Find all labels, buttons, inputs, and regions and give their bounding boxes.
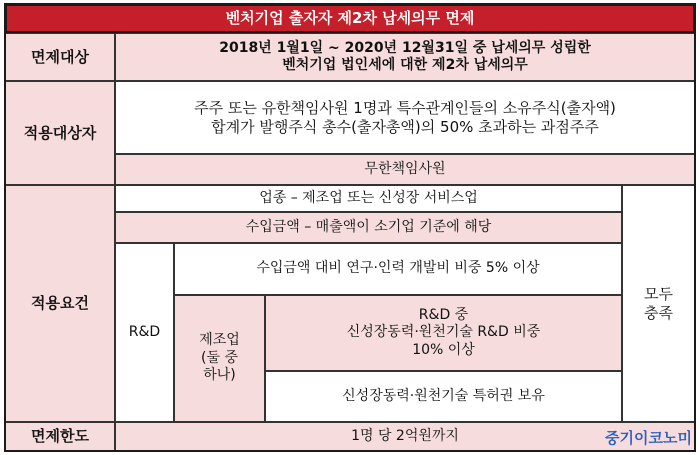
text-line: 주주 또는 유한책임사원 1명과 특수관계인들의 소유주식(출자액)	[194, 98, 616, 117]
option-patent-cell	[265, 371, 622, 422]
exemption-target-cell	[115, 33, 695, 81]
text-line: 수입금액 – 매출액이 소기업 기준에 해당	[245, 218, 492, 235]
text-line: 벤처기업 법인세에 대한 제2차 납세의무	[282, 57, 528, 73]
page-title	[5, 4, 695, 33]
header-label: 적용요건	[31, 294, 89, 313]
text-line: 모두	[644, 284, 673, 303]
text-line: 합계가 발행주식 총수(출자총액)의 50% 초과하는 과점주주	[211, 117, 599, 136]
all-satisfy-cell	[622, 185, 695, 422]
row-header-exemption-target	[5, 33, 115, 81]
header-label: 면제한도	[31, 427, 89, 446]
industry-requirement-cell	[115, 185, 622, 212]
row-header-exemption-limit	[5, 422, 115, 451]
text-line: 10% 이상	[412, 341, 475, 358]
text-line: R&D 중	[418, 306, 469, 323]
oligopolistic-shareholder-cell	[115, 81, 695, 154]
header-label: 면제대상	[31, 47, 89, 66]
text-line: 2018년 1월1일 ~ 2020년 12월31일 중 납세의무 성립한	[219, 39, 591, 56]
header-label: 적용대상자	[23, 123, 97, 142]
text-line: 1명 당 2억원까지	[351, 427, 459, 444]
text-line: R&D	[128, 323, 161, 340]
row-header-requirements	[5, 185, 115, 422]
text-line: 하나)	[203, 367, 236, 384]
text-line: 충족	[644, 303, 673, 322]
text-line: 수입금액 대비 연구·인력 개발비 비중 5% 이상	[256, 260, 540, 277]
text-line: (둘 중	[201, 349, 238, 366]
brand-logo-text: 중기이코노미	[605, 429, 692, 447]
title-text: 벤처기업 출자자 제2차 납세의무 면제	[225, 9, 475, 28]
manufacturing-cell	[174, 295, 265, 422]
text-line: 신성장동력·원천기술 R&D 비중	[346, 324, 541, 341]
text-line: 업종 – 제조업 또는 신성장 서비스업	[259, 189, 478, 206]
rnd-ratio-cell	[174, 243, 622, 295]
text-line: 신성장동력·원천기술 특허권 보유	[342, 387, 545, 404]
rnd-label-cell	[115, 243, 174, 422]
unlimited-partner-cell	[115, 154, 695, 185]
text-line: 무한책임사원	[364, 160, 446, 177]
revenue-requirement-cell	[115, 212, 622, 243]
text-line: 제조업	[199, 332, 240, 349]
option-rnd-ratio-cell	[265, 295, 622, 371]
row-header-applicable-persons	[5, 81, 115, 185]
